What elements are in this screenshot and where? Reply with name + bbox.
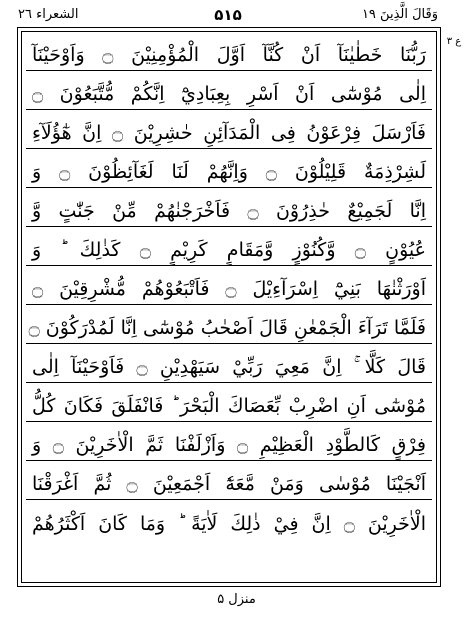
- juz-name: وَقَالَ الَّذِينَ ١٩: [361, 7, 438, 22]
- page-frame: [17, 27, 441, 587]
- manzil-footer: منزل ۵: [217, 592, 256, 607]
- verse-text: الْاٰخَرِيْنَ ۝ اِنَّ فِيْ ذٰلِكَ لَاٰيَةً ؕ وَمَا كَانَ اَكْثَرُهُمْ: [32, 513, 426, 535]
- verse-text: فِرْقٍ كَالطَّوْدِ الْعَظِيْمِ ۝ وَاَزْلَفْنَا ثَمَّ الْاٰخَرِيْنَ ۝ وَ: [32, 434, 426, 456]
- text-line: [26, 110, 432, 149]
- text-line: [26, 383, 432, 422]
- text-line: [26, 188, 432, 227]
- verse-text: لَشِرْذِمَةٌ قَلِيْلُوْنَ ۝ وَاِنَّهُمْ لَنَا لَغَآئِظُوْنَ ۝ وَ: [32, 161, 426, 183]
- text-line: [26, 461, 432, 500]
- verse-text: مُوْسٰٓى اَنِ اضْرِبْ بِّعَصَاكَ الْبَحْرَ ؕ فَانْفَلَقَ فَكَانَ كُلُّ: [32, 395, 426, 417]
- verse-text: فَلَمَّا تَرَآءَ الْجَمْعٰنِ قَالَ اَصْحٰبُ مُوْسٰٓى اِنَّا لَمُدْرَكُوْنَ ۝: [28, 317, 426, 339]
- verse-text: اَوْرَثْنٰهَا بَنِيْٓ اِسْرَآءِيْلَ ۝ فَاَتْبَعُوْهُمْ مُّشْرِقِيْنَ ۝: [32, 278, 426, 300]
- text-line: [26, 149, 432, 188]
- text-line: [26, 32, 432, 71]
- text-line: [26, 422, 432, 461]
- ruku-marker: ع ۳: [446, 36, 462, 47]
- verse-text: اِنَّا لَجَمِيْعٌ حٰذِرُوْنَ ۝ فَاَخْرَجْنٰهُمْ مِّنْ جَنّٰتٍ وَّ: [32, 200, 426, 222]
- text-line: [26, 344, 432, 383]
- page-number: ۵۱۵: [214, 6, 242, 24]
- text-area: [21, 31, 437, 583]
- page-header: [18, 6, 438, 26]
- verse-text: فَاَرْسَلَ فِرْعَوْنُ فِى الْمَدَآئِنِ حٰشِرِيْنَ ۝ اِنَّ هٰٓؤُلَآءِ: [32, 122, 426, 144]
- verse-text: قَالَ كَلَّا ۚ اِنَّ مَعِيَ رَبِّيْ سَيَهْدِيْنِ ۝ فَاَوْحَيْنَآ اِلٰى: [32, 356, 426, 378]
- verse-text: رَبُّنَا خَطٰيٰنَآ اَنْ كُنَّآ اَوَّلَ الْمُؤْمِنِيْنَ ۝ وَاَوْحَيْنَآ: [32, 44, 427, 66]
- surah-name: الشعراء ٢٦: [18, 7, 79, 22]
- text-line: [26, 227, 432, 266]
- text-line: [26, 305, 432, 344]
- text-line: [26, 71, 432, 110]
- verse-text: اِلٰى مُوْسٰٓى اَنْ اَسْرِ بِعِبَادِيْٓ اِنَّكُمْ مُّتَّبَعُوْنَ ۝: [32, 83, 426, 105]
- text-line: [26, 500, 432, 539]
- verse-text: اَنْجَيْنَا مُوْسٰى وَمَنْ مَّعَهٗٓ اَجْمَعِيْنَ ۝ ثُمَّ اَغْرَقْنَا: [32, 473, 426, 495]
- text-line: [26, 266, 432, 305]
- verse-text: عُيُوْنٍ ۝ وَّكُنُوْزٍ وَّمَقَامٍ كَرِيْمٍ ۝ كَذٰلِكَ ؕ وَ: [32, 239, 426, 261]
